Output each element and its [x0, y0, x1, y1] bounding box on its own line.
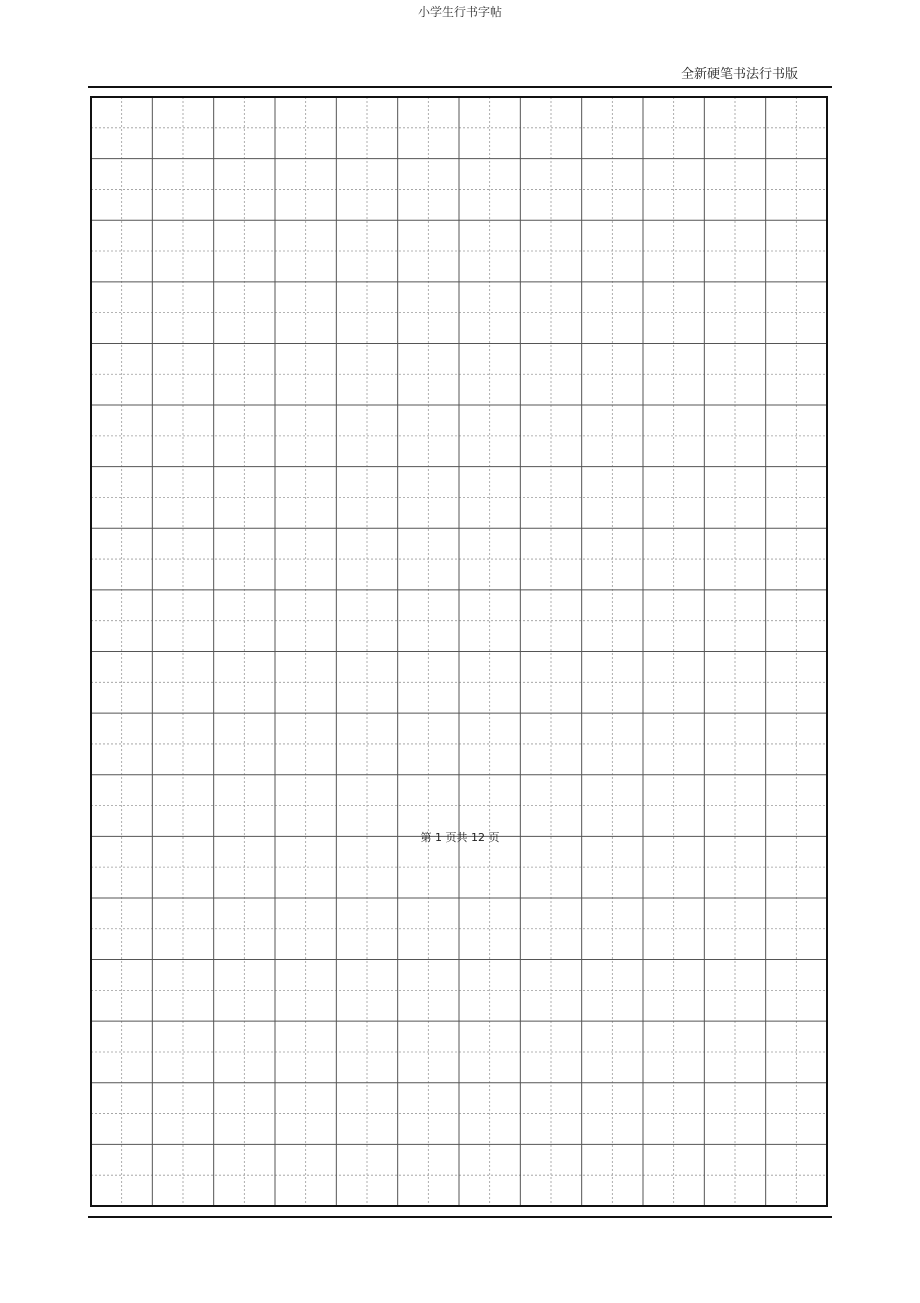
char-row: [91, 647, 827, 708]
document-subtitle: 全新硬笔书法行书版: [680, 67, 798, 82]
char-row: [91, 402, 827, 463]
char-row: [91, 341, 827, 402]
char-row: [91, 586, 827, 647]
char-row: [91, 280, 827, 341]
char-row: [91, 769, 827, 830]
bottom-rule: [88, 1216, 832, 1218]
char-row: [91, 97, 827, 158]
page-number: 第 1 页共 12 页: [420, 831, 500, 844]
char-row: [91, 464, 827, 525]
document-title: 小学生行书字帖: [417, 5, 502, 19]
char-row: [91, 158, 827, 219]
char-row: [91, 219, 827, 280]
char-row: [91, 525, 827, 586]
character-grid: [91, 97, 827, 830]
char-row: [91, 708, 827, 769]
